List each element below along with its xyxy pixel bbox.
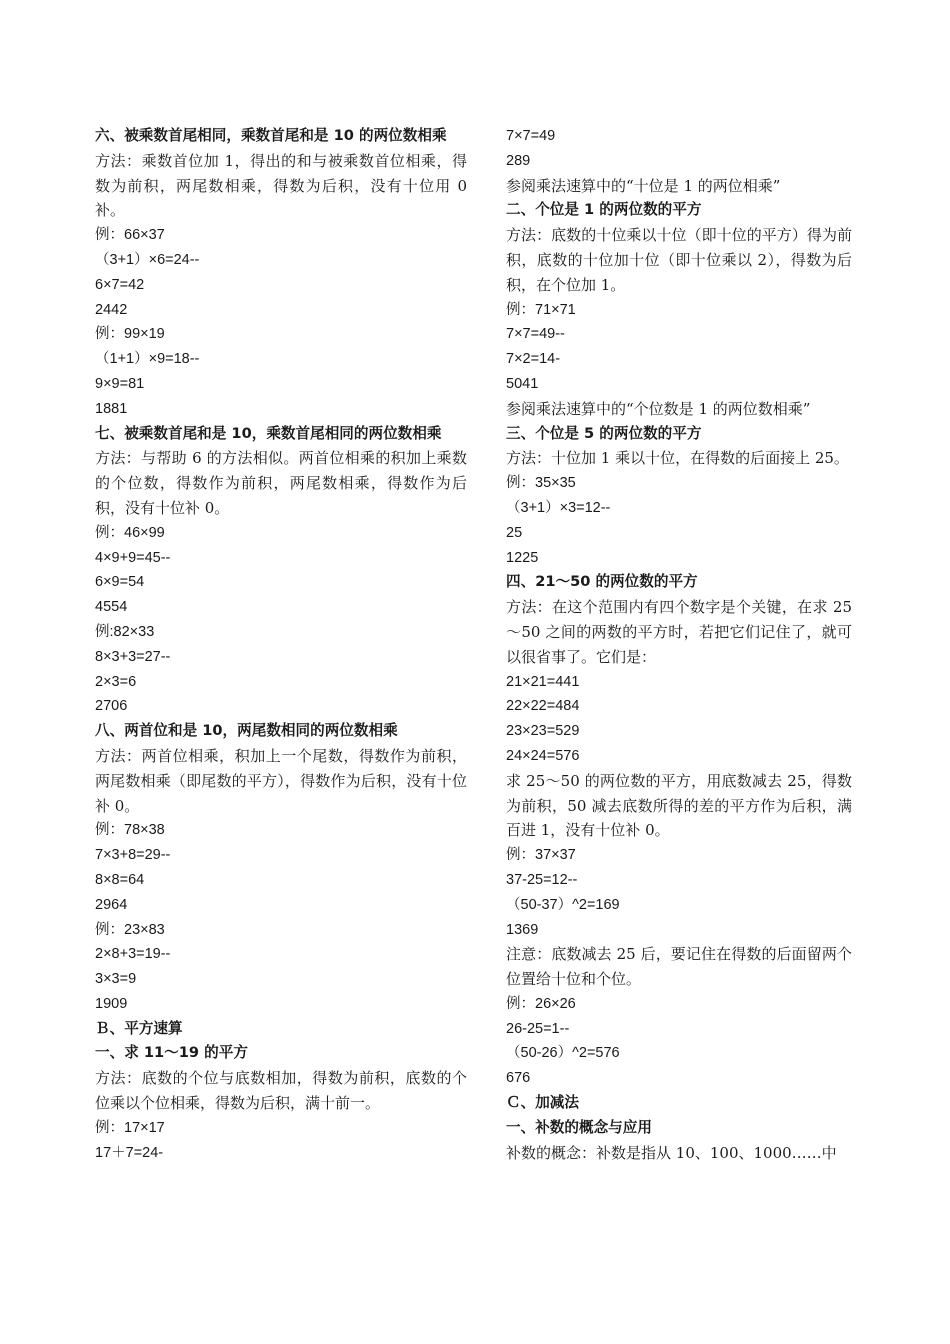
section-8-line: 2×8+3=19--: [95, 946, 171, 963]
b4-line: 37-25=12--: [506, 871, 578, 888]
section-8-line: 2964: [95, 896, 128, 913]
section-6-line: 2442: [95, 301, 128, 318]
section-6-line: 例：66×37: [95, 227, 165, 244]
section-6-line: （1+1）×9=18--: [95, 351, 200, 368]
b4-method-2: 求 25～50 的两位数的平方，用底数减去 25，得数为前积，50 减去底数所得的差的平方作为后积，满百进 1，没有十位补 0。: [506, 771, 852, 840]
b4-key-square: 22×22=484: [506, 698, 580, 715]
section-7-line: 例:82×33: [95, 623, 155, 640]
b4-line: （50-26）^2=576: [506, 1045, 620, 1062]
section-6-line: （3+1）×6=24--: [95, 251, 200, 268]
b4-note: 注意：底数减去 25 后，要记住在得数的后面留两个位置给十位和个位。: [506, 945, 852, 989]
b3-title: 三、个位是 5 的两位数的平方: [506, 424, 702, 442]
left-column: [95, 124, 467, 1165]
b3-line: 例：35×35: [506, 475, 576, 492]
section-6-line: 6×7=42: [95, 276, 145, 293]
b1-line: 例：17×17: [95, 1119, 165, 1136]
b4-line: 例：37×37: [506, 847, 576, 864]
carry-line: 289: [506, 152, 531, 169]
b2-method: 方法：底数的十位乘以十位（即十位的平方）得为前积，底数的十位加十位（即十位乘以 2），得数为后积，在个位加 1。: [506, 226, 852, 294]
reference-note: 参阅乘法速算中的“十位是 1 的两位相乘”: [506, 176, 781, 195]
c1-title: 一、补数的概念与应用: [506, 1118, 652, 1136]
section-8-line: 8×8=64: [95, 871, 145, 888]
section-7-title: 七、被乘数首尾和是 10，乘数首尾相同的两位数相乘: [95, 424, 442, 442]
b3-line: （3+1）×3=12--: [506, 499, 611, 516]
section-7-line: 6×9=54: [95, 574, 145, 591]
b2-line: 7×7=49--: [506, 326, 565, 343]
section-8-line: 3×3=9: [95, 971, 137, 988]
reference-note: 参阅乘法速算中的“个位数是 1 的两位数相乘”: [506, 399, 811, 418]
section-6-title: 六、被乘数首尾相同，乘数首尾和是 10 的两位数相乘: [95, 127, 447, 144]
section-7-line: 2706: [95, 698, 128, 715]
section-6-method: 方法：乘数首位加 1，得出的和与被乘数首位相乘，得数为前积，两尾数相乘，得数为后积，没有十位用 0 补。: [95, 151, 467, 220]
section-8-title: 八、两首位和是 10，两尾数相同的两位数相乘: [95, 722, 398, 740]
b4-title: 四、21～50 的两位数的平方: [506, 573, 698, 591]
section-8-line: 例：23×83: [95, 921, 165, 938]
section-7-line: 4×9+9=45--: [95, 549, 171, 566]
b4-line: 676: [506, 1070, 531, 1087]
c1-text: 补数的概念：补数是指从 10、100、1000……中: [506, 1143, 837, 1162]
b4-line: 26-25=1--: [506, 1020, 570, 1037]
section-7-line: 4554: [95, 599, 128, 616]
part-b-title: Ｂ、平方速算: [95, 1019, 183, 1037]
b3-method: 方法：十位加 1 乘以十位，在得数的后面接上 25。: [506, 449, 849, 468]
part-c-title: Ｃ、加减法: [506, 1094, 579, 1112]
b4-method: 方法：在这个范围内有四个数字是个关键，在求 25～50 之间的两数的平方时，若把它们记住了，就可以很省事了。它们是：: [506, 598, 852, 666]
section-6-line: 9×9=81: [95, 375, 145, 392]
section-7-line: 例：46×99: [95, 524, 165, 541]
b2-title: 二、个位是 1 的两位数的平方: [506, 201, 702, 219]
b3-line: 1225: [506, 549, 539, 566]
section-6-line: 1881: [95, 400, 128, 417]
b4-line: （50-37）^2=169: [506, 896, 620, 913]
b4-key-square: 21×21=441: [506, 673, 580, 690]
right-column: [506, 124, 852, 1165]
section-8-line: 1909: [95, 995, 128, 1012]
b4-line: 例：26×26: [506, 995, 576, 1012]
b4-line: 1369: [506, 921, 539, 938]
section-8-line: 7×3+8=29--: [95, 847, 171, 864]
b2-line: 5041: [506, 375, 539, 392]
carry-line: 7×7=49: [506, 128, 556, 144]
b1-title: 一、求 11～19 的平方: [95, 1044, 248, 1062]
section-7-method: 方法：与帮助 6 的方法相似。两首位相乘的积加上乘数的个位数，得数作为前积，两尾数相乘，得数作为后积，没有十位补 0。: [95, 449, 467, 517]
b2-line: 例：71×71: [506, 301, 576, 318]
b1-line: 17＋7=24-: [95, 1144, 164, 1161]
section-8-line: 例：78×38: [95, 822, 165, 839]
b1-method: 方法：底数的个位与底数相加，得数为前积，底数的个位乘以个位相乘，得数为后积，满十前一。: [95, 1069, 467, 1113]
b2-line: 7×2=14-: [506, 351, 561, 368]
b4-key-square: 24×24=576: [506, 747, 580, 764]
section-8-method: 方法：两首位相乘，积加上一个尾数，得数作为前积，两尾数相乘（即尾数的平方），得数作为后积，没有十位补 0。: [95, 746, 467, 815]
section-7-line: 8×3+3=27--: [95, 648, 171, 665]
section-6-line: 例：99×19: [95, 326, 165, 343]
section-7-line: 2×3=6: [95, 673, 137, 690]
b3-line: 25: [506, 524, 523, 541]
b4-key-square: 23×23=529: [506, 723, 580, 740]
